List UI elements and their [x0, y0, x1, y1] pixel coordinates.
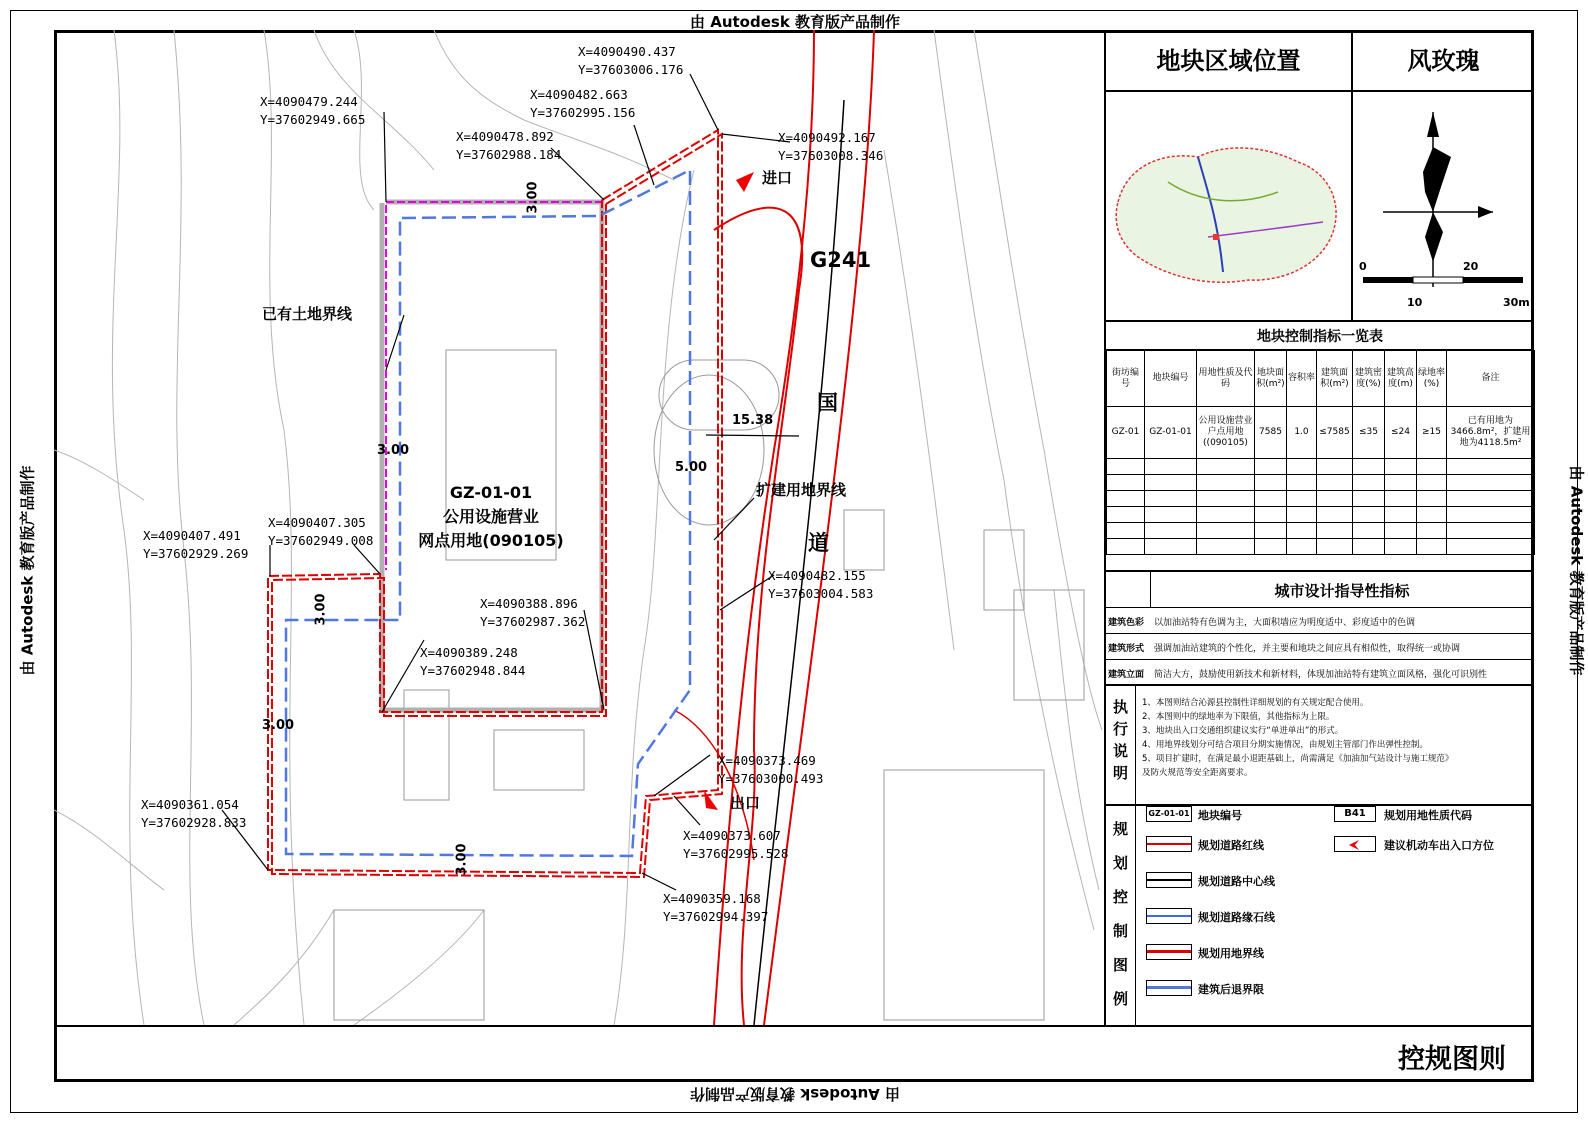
- coord-label: X=4090478.892 Y=37602988.184: [456, 129, 562, 162]
- guide-key: 建筑形式: [1108, 644, 1145, 654]
- coord-label: X=4090373.607 Y=37602995.528: [683, 828, 789, 861]
- existing-boundary-label: 已有土地界线: [262, 305, 353, 323]
- td-parcel: GZ-01-01: [1145, 407, 1197, 459]
- location-map: [1106, 92, 1353, 320]
- dimension-label: 3.00: [454, 843, 470, 876]
- legend-title: 规 划 控 制 图 例: [1106, 806, 1136, 1025]
- legend-curb-line-label: 规划道路缘石线: [1198, 911, 1275, 924]
- dimension-label: 3.00: [377, 443, 410, 458]
- wind-rose: [1353, 92, 1534, 320]
- td-area: 7585: [1255, 407, 1287, 459]
- coord-label: X=4090482.663 Y=37602995.156: [530, 87, 636, 120]
- scale-tick-20: 20: [1463, 260, 1479, 273]
- location-map-graphic: [1108, 122, 1348, 312]
- legend-red-line-swatch: [1146, 836, 1192, 852]
- legend-curb-line-swatch: [1146, 908, 1192, 924]
- legend-boundary-label: 规划用地界线: [1198, 947, 1264, 960]
- td-density: ≤35: [1353, 407, 1385, 459]
- coord-label: X=4090373.469 Y=37603000.493: [718, 753, 824, 786]
- title-bar: [54, 1025, 1534, 1082]
- existing-boundary: [382, 202, 602, 710]
- th-block: 街坊编号: [1107, 351, 1145, 407]
- road-char-2: 道: [808, 531, 829, 555]
- td-height: ≤24: [1385, 407, 1417, 459]
- entrance-label: 进口: [762, 169, 793, 187]
- coord-label: X=4090492.167 Y=37603008.346: [778, 130, 884, 163]
- coord-label: X=4090388.896 Y=37602987.362: [480, 596, 586, 629]
- coord-label: X=4090407.491 Y=37602929.269: [143, 528, 249, 561]
- watermark-top: 由 Autodesk 教育版产品制作: [690, 13, 901, 31]
- legend-setback-label: 建筑后退界限: [1198, 983, 1264, 996]
- scale-tick-10: 10: [1407, 296, 1423, 309]
- coord-label: X=4090479.244 Y=37602949.665: [260, 94, 366, 127]
- th-green: 绿地率(%): [1417, 351, 1447, 407]
- legend-entry-label: 建议机动车出入口方位: [1384, 839, 1494, 852]
- th-area: 地块面积(m²): [1255, 351, 1287, 407]
- coord-label: X=4090407.305 Y=37602949.008: [268, 515, 374, 548]
- scale-tick-30: 30m: [1503, 296, 1530, 309]
- th-parcel: 地块编号: [1145, 351, 1197, 407]
- dimension-label: 3.00: [313, 593, 329, 626]
- road-name-label: G241: [810, 248, 872, 272]
- dimension-label: 5.00: [675, 460, 708, 475]
- th-floor-area: 建筑面积(m²): [1317, 351, 1353, 407]
- expansion-boundary-label: 扩建用地界线: [756, 481, 847, 499]
- control-table: [1106, 350, 1534, 570]
- dimension-label: 15.38: [732, 413, 774, 428]
- legend-center-line-label: 规划道路中心线: [1198, 875, 1275, 888]
- th-height: 建筑高度(m): [1385, 351, 1417, 407]
- exec-notes: [1106, 686, 1534, 806]
- watermark-right: 由 Autodesk 教育版产品制作: [1567, 465, 1586, 676]
- control-table-title: 地块控制指标一览表: [1106, 320, 1534, 350]
- legend-parcel-code-box: GZ-01-01: [1146, 806, 1192, 822]
- td-block: GZ-01: [1107, 407, 1145, 459]
- coord-label: X=4090361.054 Y=37602928.833: [141, 797, 247, 830]
- legend-red-line-label: 规划道路红线: [1198, 839, 1264, 852]
- legend-center-line-swatch: [1146, 872, 1192, 888]
- guide-value: 强调加油站建筑的个性化，并主要和地块之间应具有相似性，取得统一或协调: [1154, 644, 1461, 654]
- guide-key: 建筑立面: [1108, 670, 1145, 680]
- guide-row: [1106, 608, 1534, 634]
- dimension-label: 3.00: [262, 718, 295, 733]
- td-remark: 已有用地为3466.8m²，扩建用地为4118.5m²: [1447, 407, 1535, 459]
- legend-setback-swatch: [1146, 980, 1192, 996]
- th-density: 建筑密度(%): [1353, 351, 1385, 407]
- wind-rose-title: 风玫瑰: [1353, 30, 1534, 92]
- th-far: 容积率: [1287, 351, 1317, 407]
- legend-boundary-swatch: [1146, 944, 1192, 960]
- legend-entry-swatch: [1334, 836, 1376, 852]
- td-green: ≥15: [1417, 407, 1447, 459]
- td-floor-area: ≤7585: [1317, 407, 1353, 459]
- scale-tick-0: 0: [1359, 260, 1367, 273]
- watermark-bottom: 由 Autodesk 教育版产品制作: [690, 1085, 901, 1103]
- exec-note-list: 1、本图则结合沁源县控制性详细规划的有关规定配合使用。 2、本图则中的绿地率为下限值，其他指标为上限。 3、地块出入口交通组织建议实行“单进单出”的形式。 4、用地界线划分可结合项目分期实施情况，由规划主管部门作出弹性控制。 5、项目扩建时，在满足最小退距基础上，尚需满足《加油加气站设计与施工规范》 及防火规范等安全距离要求。: [1142, 698, 1454, 778]
- legend-use-code-label: 规划用地性质代码: [1384, 809, 1472, 822]
- wind-rose-graphic: [1353, 92, 1534, 320]
- exit-arrow: [704, 790, 718, 810]
- guide-row: [1106, 660, 1534, 686]
- control-table-grid: [1106, 350, 1535, 555]
- coord-label: X=4090359.168 Y=37602994.397: [663, 891, 769, 924]
- td-far: 1.0: [1287, 407, 1317, 459]
- legend-parcel-code-label: 地块编号: [1198, 809, 1242, 822]
- location-title: 地块区域位置: [1106, 30, 1353, 92]
- legend-use-code-box: B41: [1334, 806, 1376, 822]
- guide-value: 以加油站特有色调为主，大面积墙应为明度适中、彩度适中的色调: [1154, 618, 1416, 628]
- exec-title: 执 行 说 明: [1106, 686, 1136, 804]
- guide-key: 建筑色彩: [1108, 618, 1145, 628]
- dimension-label: 3.00: [525, 181, 541, 214]
- th-use: 用地性质及代码: [1197, 351, 1255, 407]
- coord-label: X=4090482.155 Y=37603004.583: [768, 568, 874, 601]
- exit-label: 出口: [730, 794, 761, 812]
- watermark-left: 由 Autodesk 教育版产品制作: [18, 465, 37, 676]
- coord-label: X=4090490.437 Y=37603006.176: [578, 44, 684, 77]
- plan-title: 控规图则: [1398, 1044, 1506, 1075]
- legend: [1106, 806, 1534, 1025]
- road-char-1: 国: [817, 391, 838, 415]
- parcel-label: GZ-01-01 公用设施营业 网点用地(090105): [418, 483, 564, 550]
- info-panel: [1104, 30, 1534, 1025]
- coord-label: X=4090389.248 Y=37602948.844: [420, 645, 526, 678]
- entrance-arrow: [736, 172, 754, 192]
- guide-row: [1106, 634, 1534, 660]
- guide-header: [1106, 570, 1534, 608]
- td-use: 公用设施营业户点用地((090105): [1197, 407, 1255, 459]
- guide-title: 城市设计指导性指标: [1274, 582, 1410, 600]
- th-remark: 备注: [1447, 351, 1535, 407]
- guide-value: 简洁大方，鼓励使用新技术和新材料，体现加油站特有建筑立面风格，强化可识别性: [1154, 670, 1488, 680]
